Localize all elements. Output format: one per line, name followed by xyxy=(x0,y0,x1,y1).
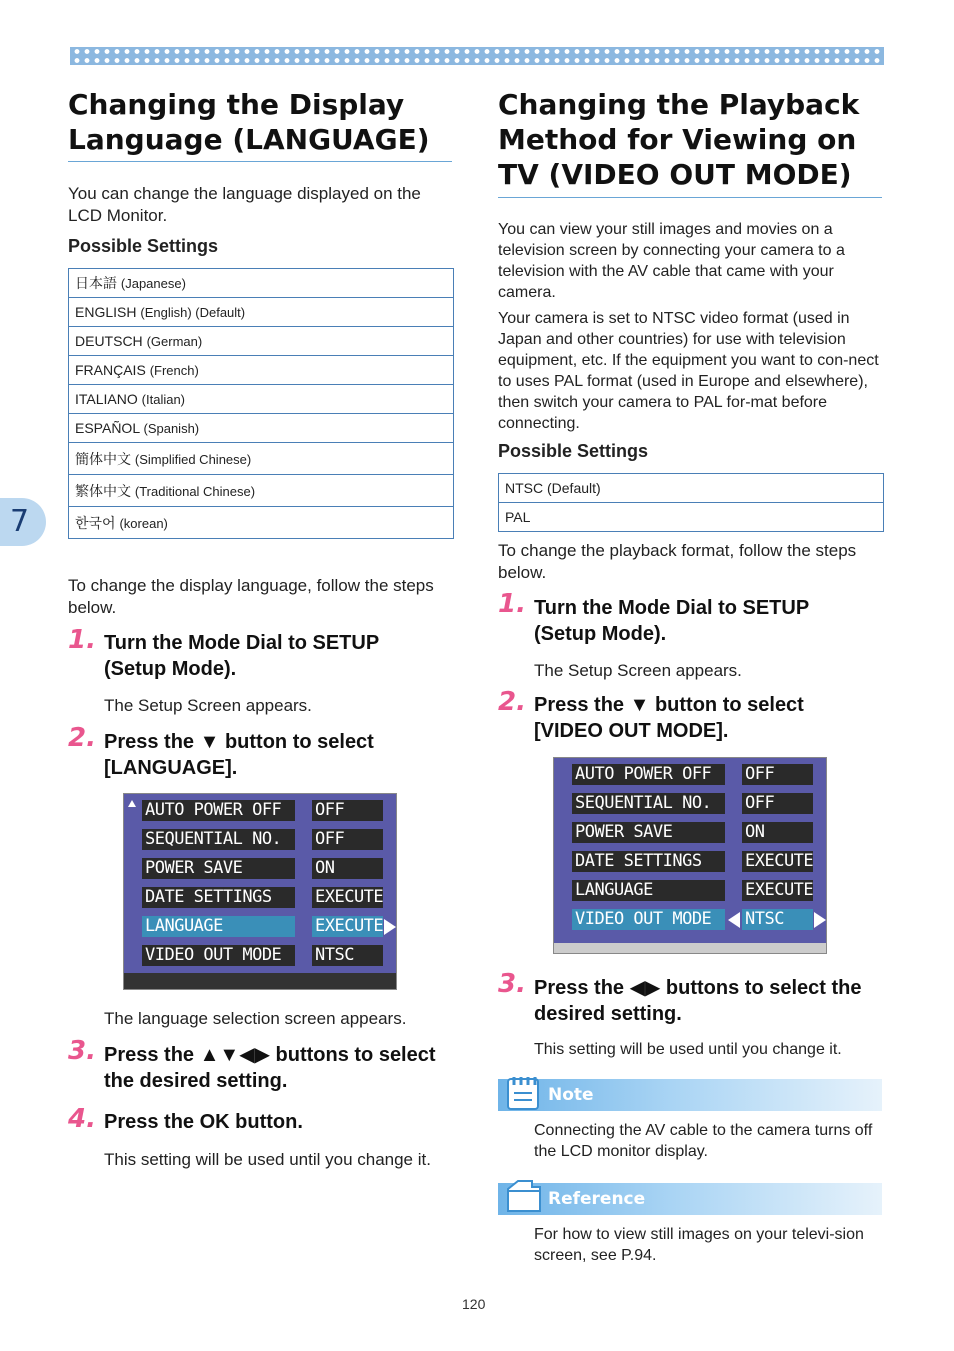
lcd-screenshot-language xyxy=(123,793,397,990)
lcd-row xyxy=(142,945,382,968)
note-header xyxy=(498,1079,882,1111)
lcd-value: OFF xyxy=(312,800,383,821)
left-step4-sub: This setting will be used until you change it. xyxy=(104,1150,431,1169)
setting-main: DEUTSCH xyxy=(75,333,143,349)
lcd-row xyxy=(142,887,382,910)
left-step4-number: 4. xyxy=(68,1104,96,1134)
lcd-row xyxy=(142,858,382,881)
left-title-line2: Language (LANGUAGE) xyxy=(68,123,430,156)
setting-main: 簡体中文 xyxy=(75,450,131,467)
setting-paren: (French) xyxy=(149,363,199,378)
lcd-label: LANGUAGE xyxy=(142,916,295,937)
setting-paren: (korean) xyxy=(119,515,168,531)
lcd-label: POWER SAVE xyxy=(572,822,725,843)
setting-main: 한국어 xyxy=(75,514,116,531)
left-step1-text: Turn the Mode Dial to SETUP (Setup Mode). xyxy=(104,632,379,680)
left-section-title xyxy=(68,87,468,157)
lcd-bottom-bar xyxy=(554,943,826,953)
lcd-label: SEQUENTIAL NO. xyxy=(142,829,295,850)
table-row xyxy=(69,475,454,507)
right-title-rule xyxy=(498,197,882,198)
setting-paren: (Traditional Chinese) xyxy=(134,483,256,499)
table-row xyxy=(69,385,454,414)
setting-main: ITALIANO xyxy=(75,391,138,407)
right-title-line3: TV (VIDEO OUT MODE) xyxy=(498,158,852,191)
setting-paren: (Spanish) xyxy=(143,421,200,436)
table-row xyxy=(499,503,884,532)
page-number: 120 xyxy=(462,1296,486,1312)
reference-text: For how to view still images on your televi-sion screen, see P.94. xyxy=(534,1226,864,1264)
lcd-label: POWER SAVE xyxy=(142,858,295,879)
lcd-label: VIDEO OUT MODE xyxy=(572,909,725,930)
lcd-label: AUTO POWER OFF xyxy=(142,800,295,821)
lcd-row-selected xyxy=(572,909,812,932)
table-row xyxy=(69,298,454,327)
left-step3-number: 3. xyxy=(68,1036,96,1066)
table-row xyxy=(69,356,454,385)
left-possible-settings-label: Possible Settings xyxy=(68,236,219,256)
setting-cell: NTSC (Default) xyxy=(499,474,884,503)
right-step1-sub: The Setup Screen appears. xyxy=(534,661,742,680)
reference-header xyxy=(498,1183,882,1215)
lcd-screenshot-video-out xyxy=(553,757,827,954)
lcd-value: EXECUTE xyxy=(742,851,813,872)
lcd-label: SEQUENTIAL NO. xyxy=(572,793,725,814)
chapter-number: 7 xyxy=(10,504,30,539)
right-step3-number: 3. xyxy=(498,969,526,999)
lcd-row xyxy=(572,793,812,816)
lcd-value: OFF xyxy=(742,793,813,814)
note-text: Connecting the AV cable to the camera turns off the LCD monitor display. xyxy=(534,1122,873,1160)
lcd-row xyxy=(572,880,812,903)
lcd-value: OFF xyxy=(742,764,813,785)
left-arrow-icon xyxy=(728,912,740,928)
setting-main: 繁体中文 xyxy=(75,482,131,499)
reference-label: Reference xyxy=(548,1189,646,1209)
note-label: Note xyxy=(548,1085,594,1105)
video-settings-table xyxy=(498,473,884,532)
lcd-bottom-bar xyxy=(124,973,396,989)
left-title-rule xyxy=(68,161,452,162)
lcd-value: NTSC xyxy=(742,909,813,930)
right-step1-text: Turn the Mode Dial to SETUP (Setup Mode). xyxy=(534,597,809,645)
left-intro: You can change the language displayed on the LCD Monitor. xyxy=(68,184,421,225)
table-row xyxy=(69,507,454,539)
left-follow-text: To change the display language, follow the steps below. xyxy=(68,576,434,617)
setting-paren: (English) (Default) xyxy=(140,305,246,320)
setting-main: ESPAÑOL xyxy=(75,420,140,436)
lcd-label: VIDEO OUT MODE xyxy=(142,945,295,966)
lcd-value: EXECUTE xyxy=(312,887,383,908)
table-row xyxy=(499,474,884,503)
lcd-row xyxy=(142,829,382,852)
lcd-value: ON xyxy=(312,858,383,879)
setting-main: ENGLISH xyxy=(75,304,137,320)
setting-main: FRANÇAIS xyxy=(75,362,146,378)
lcd-label: DATE SETTINGS xyxy=(572,851,725,872)
lcd-value: EXECUTE xyxy=(742,880,813,901)
lcd-value: NTSC xyxy=(312,945,383,966)
right-title-line2: Method for Viewing on xyxy=(498,123,857,156)
lcd-value: OFF xyxy=(312,829,383,850)
left-step1-sub: The Setup Screen appears. xyxy=(104,696,312,715)
language-settings-table xyxy=(68,268,454,539)
right-step3-sub: This setting will be used until you change it. xyxy=(534,1041,842,1058)
right-intro1: You can view your still images and movies on a television screen by connecting your camera to a television with the AV cable that came with your camera. xyxy=(498,221,845,301)
setting-paren: (German) xyxy=(146,334,203,349)
left-step2-number: 2. xyxy=(68,723,96,753)
lcd-value: EXECUTE xyxy=(312,916,383,937)
lcd-row xyxy=(142,800,382,823)
chapter-tab xyxy=(0,498,46,546)
right-arrow-icon xyxy=(384,919,396,935)
right-intro2: Your camera is set to NTSC video format (used in Japan and other countries) for use with television equipment, etc. If the equipment you want to con-nect to uses PAL format (used in Europe and elsewhere), then switch your camera to PAL for-mat before connecting. xyxy=(498,310,879,432)
right-title-line1: Changing the Playback xyxy=(498,88,860,121)
header-pattern-band xyxy=(70,47,884,65)
lcd-label: AUTO POWER OFF xyxy=(572,764,725,785)
note-icon xyxy=(504,1075,542,1113)
table-row xyxy=(69,414,454,443)
right-possible-settings-label: Possible Settings xyxy=(498,441,649,461)
table-row xyxy=(69,269,454,298)
right-step3-text: Press the ◀▶ buttons to select the desired setting. xyxy=(534,977,862,1025)
left-step4-text: Press the OK button. xyxy=(104,1111,303,1133)
reference-folder-icon xyxy=(504,1177,544,1217)
lcd-label: DATE SETTINGS xyxy=(142,887,295,908)
setting-cell: PAL xyxy=(499,503,884,532)
setting-paren: (Italian) xyxy=(141,392,186,407)
lcd-row xyxy=(572,851,812,874)
right-follow-text: To change the playback format, follow the steps below. xyxy=(498,541,857,582)
setting-main: 日本語 xyxy=(75,275,117,291)
setting-paren: (Japanese) xyxy=(120,276,186,291)
table-row xyxy=(69,327,454,356)
left-step3-text: Press the ▲▼◀▶ buttons to select the desired setting. xyxy=(104,1044,436,1092)
scroll-up-icon xyxy=(128,800,136,807)
setting-paren: (Simplified Chinese) xyxy=(134,451,252,467)
lcd-row-selected xyxy=(142,916,382,939)
lcd-value: ON xyxy=(742,822,813,843)
right-step2-text: Press the ▼ button to select [VIDEO OUT MODE]. xyxy=(534,694,804,742)
left-step2-text: Press the ▼ button to select [LANGUAGE]. xyxy=(104,731,374,779)
right-section-title xyxy=(498,87,898,192)
table-row xyxy=(69,443,454,475)
left-step1-number: 1. xyxy=(68,625,96,655)
left-title-line1: Changing the Display xyxy=(68,88,405,121)
lcd-label: LANGUAGE xyxy=(572,880,725,901)
lcd-row xyxy=(572,764,812,787)
right-step1-number: 1. xyxy=(498,589,526,619)
lcd-row xyxy=(572,822,812,845)
right-step2-number: 2. xyxy=(498,687,526,717)
right-arrow-icon xyxy=(814,912,826,928)
left-step2-sub: The language selection screen appears. xyxy=(104,1009,407,1028)
